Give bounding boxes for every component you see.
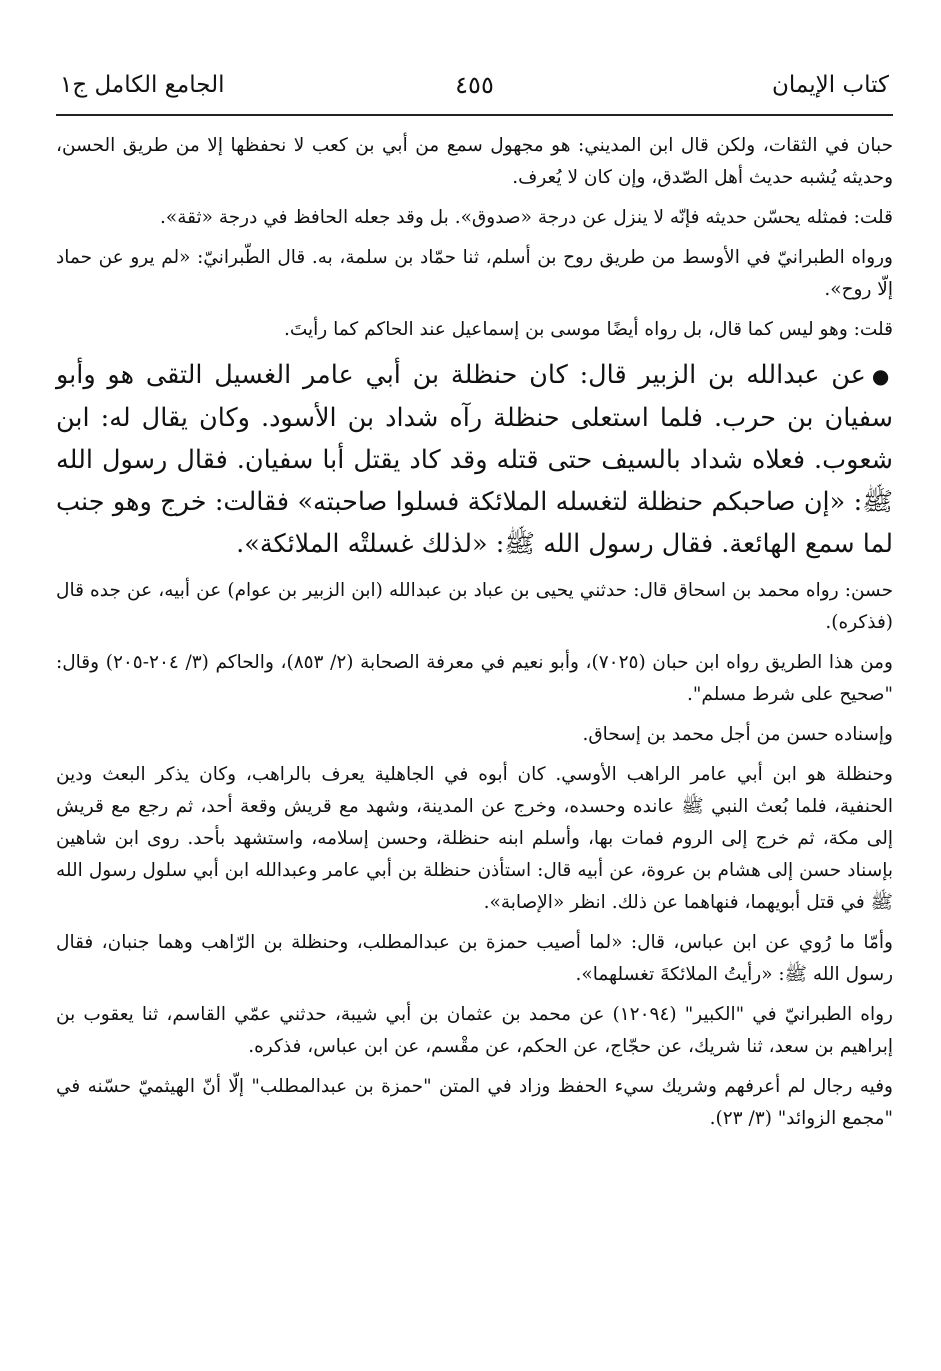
paragraph-8: وإسناده حسن من أجل محمد بن إسحاق. [582,724,893,745]
paragraph-12: وفيه رجال لم أعرفهم وشريك سيء الحفظ وزاد في المتن "حمزة بن عبدالمطلب" إلّا أنّ الهيثميّ حسّنه في "مجمع الزوائد" (٣/ ٢٣). [56,1076,893,1129]
paragraph-4: قلت: وهو ليس كما قال، بل رواه أيضًا موسى بن إسماعيل عند الحاكم كما رأيتَ. [283,319,893,340]
paragraph-9: وحنظلة هو ابن أبي عامر الراهب الأوسي. كان أبوه في الجاهلية يعرف بالراهب، وكان يذكر البعث ودين الحنفية، فلما بُعث النبي ﷺ عانده وحسده، وخرج عن المدينة، وشهد مع قريش وقعة أحد، ثم رجع مع قريش إلى مكة، ثم خرج إلى الروم فمات بها، وأسلم ابنه حنظلة، وحسن إسلامه، واستشهد بأحد. روى ابن شاهين بإسناد حسن إلى هشام بن عروة، عن أبيه قال: استأذن حنظلة بن أبي عامر وعبدالله ابن أبي سلول رسول الله ﷺ في قتل أبويهما، فنهاهما عن ذلك. انظر «الإصابة». [56,764,893,913]
hadith-text: ●عن عبدالله بن الزبير قال: كان حنظلة بن أبي عامر الغسيل التقى هو وأبو سفيان بن حرب. فلما استعلى حنظلة رآه شداد بن الأسود. وكان يقال له: ابن شعوب. فعلاه شداد بالسيف حتى قتله وقد كاد يقتل أبا سفيان. فقال رسول الله ﷺ: «إن صاحبكم حنظلة لتغسله الملائكة فسلوا صاحبته» فقالت: خرج وهو جنب لما سمع الهائعة. فقال رسول الله ﷺ: «لذلك غسلتْه الملائكة». [56,360,894,559]
book-title: الجامع الكامل ج١ [60,72,225,98]
page-number: ٤٥٥ [455,71,494,99]
bullet-icon: ● [871,364,894,388]
paragraph-2: قلت: فمثله يحسّن حديثه فإنّه لا ينزل عن درجة «صدوق». بل وقد جعله الحافظ في درجة «ثقة». [160,207,893,228]
body-text [56,130,893,1135]
paragraph-10: وأمّا ما رُوي عن ابن عباس، قال: «لما أصيب حمزة بن عبدالمطلب، وحنظلة بن الرّاهب وهما جنبان، فقال رسول الله ﷺ: «رأيتُ الملائكةَ تغسلهما». [56,932,893,985]
paragraph-11: رواه الطبرانيّ في "الكبير" (١٢٠٩٤) عن محمد بن عثمان بن أبي شيبة، حدثني عمّي القاسم، ثنا يعقوب بن إبراهيم بن سعد، ثنا شريك، عن حجّاج، عن الحكم، عن مقْسم، عن ابن عباس، فذكره. [56,1004,893,1057]
paragraph-6: حسن: رواه محمد بن اسحاق قال: حدثني يحيى بن عباد بن عبدالله (ابن الزبير بن عوام) عن أبيه، عن جده قال (فذكره). [56,580,893,633]
paragraph-3: ورواه الطبرانيّ في الأوسط من طريق روح بن أسلم، ثنا حمّاد بن سلمة، به. قال الطّبرانيّ: «لم يرو عن حماد إلّا روح». [56,247,893,300]
chapter-title: كتاب الإيمان [772,72,889,98]
paragraph-7: ومن هذا الطريق رواه ابن حبان (٧٠٢٥)، وأبو نعيم في معرفة الصحابة (٢/ ٨٥٣)، والحاكم (٣/ ٢٠٤-٢٠٥) وقال: "صحيح على شرط مسلم". [56,652,893,705]
running-header [56,62,893,116]
paragraph-1: حبان في الثقات، ولكن قال ابن المديني: هو مجهول سمع من أبي بن كعب لا نحفظها إلا من طريق الحسن، وحديثه يُشبه حديث أهل الصّدق، وإن كان لا يُعرف. [56,135,893,188]
